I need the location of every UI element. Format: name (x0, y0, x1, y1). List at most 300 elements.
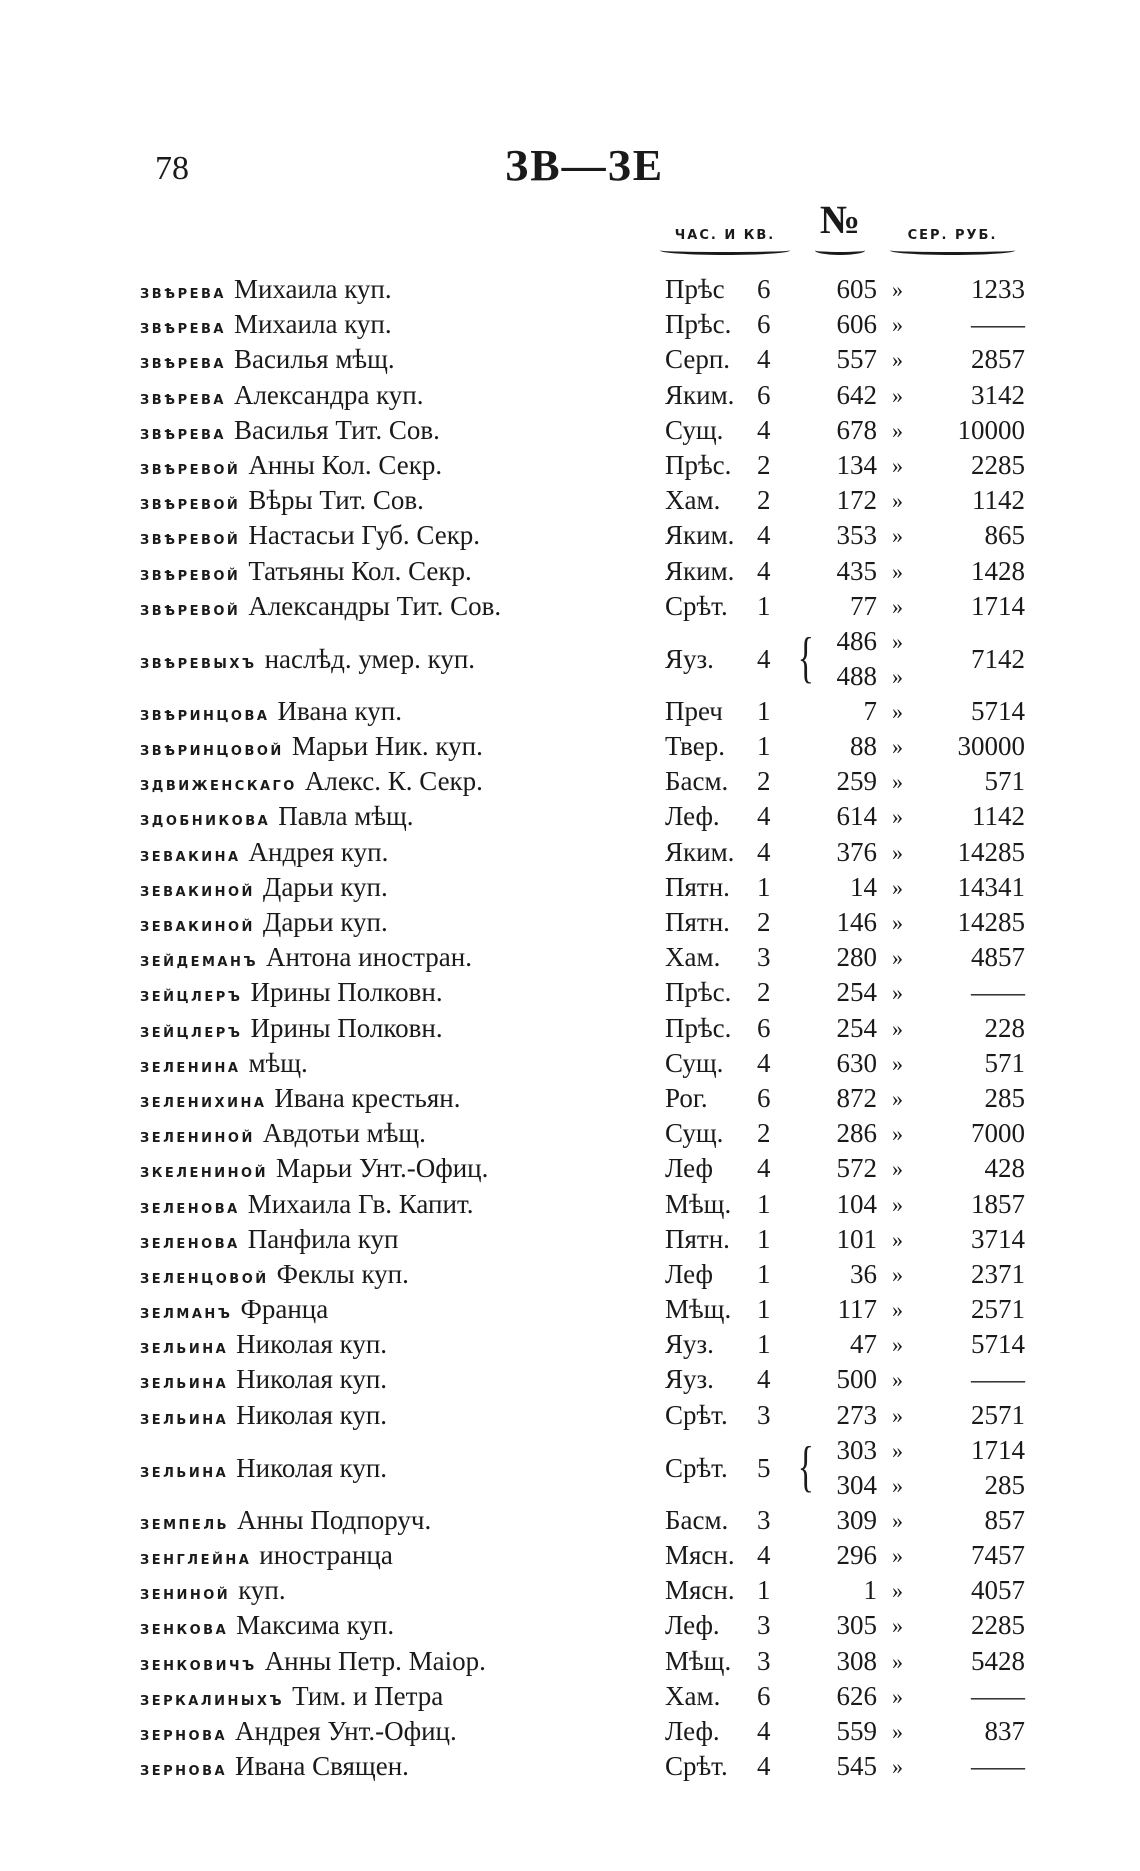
entry-name (140, 799, 414, 837)
entry-surname: здобникова (140, 808, 271, 831)
entry-name (140, 378, 424, 416)
entry-row (140, 378, 1025, 413)
grouping-brace: { (797, 1435, 814, 1498)
entry-ditto-mark: » (892, 1402, 903, 1428)
entry-row (140, 1398, 1025, 1433)
entry-details: Андрея Унт.-Офиц. (235, 1715, 457, 1746)
entry-ditto-mark: » (892, 488, 903, 514)
entry-value-rubles: 428 (984, 1153, 1025, 1184)
entry-details: Максима куп. (236, 1610, 395, 1641)
entry-quarter: 4 (757, 344, 771, 375)
entry-name (140, 694, 402, 732)
entry-value-rubles: 2857 (971, 344, 1025, 375)
entry-part-name: Рог. (665, 1082, 708, 1113)
entry-house-number: 254 (836, 1012, 877, 1043)
entry-part (665, 1679, 790, 1714)
entry-quarter: 2 (757, 907, 771, 937)
entry-quarter: 1 (757, 1258, 771, 1289)
entry-details: Франца (240, 1294, 329, 1325)
entry-row (140, 870, 1025, 905)
entry-details: Ивана крестьян. (274, 1082, 461, 1113)
entry-details: Вѣры Тит. Сов. (248, 485, 424, 516)
entry-house-number: 605 (836, 274, 877, 304)
entry-name (140, 870, 388, 908)
entry-ditto-mark: » (892, 1507, 903, 1533)
entry-part (665, 1362, 790, 1397)
entry-part (665, 413, 790, 448)
entry-surname: зельина (140, 1336, 229, 1359)
entry-part-name: Яуз. (665, 1329, 714, 1360)
entry-house-number: 14 (850, 871, 877, 902)
entry-house-number: 626 (836, 1680, 877, 1711)
entry-row (140, 835, 1025, 870)
entry-row (140, 1538, 1025, 1573)
entry-house-number: 376 (836, 836, 877, 867)
entry-row (140, 1433, 1025, 1503)
entry-quarter: 5 (757, 1452, 771, 1483)
entry-name (140, 272, 392, 310)
entry-ditto-mark: » (892, 874, 903, 900)
entry-part-name: Серп. (665, 344, 731, 375)
entry-row (140, 1714, 1025, 1749)
entry-part-name: Мѣщ. (665, 1294, 732, 1325)
entry-part (665, 1538, 790, 1573)
column-header-rubles-label: СЕР. РУБ. (907, 228, 998, 243)
entry-surname: звѣревой (140, 597, 241, 620)
entry-part (665, 1116, 790, 1151)
entry-row (140, 307, 1025, 342)
entry-value-rubles: —— (971, 977, 1025, 1008)
entry-value-rubles: 2371 (971, 1258, 1025, 1289)
entry-row (140, 1151, 1025, 1186)
entry-house-number: 286 (836, 1118, 877, 1149)
entry-quarter: 1 (757, 1223, 771, 1254)
entry-details: Марьи Ник. куп. (291, 731, 483, 762)
entry-part (665, 940, 790, 975)
entry-part-name: Мѣщ. (665, 1645, 732, 1676)
entry-name (140, 307, 392, 345)
entry-ditto-mark: » (892, 839, 903, 865)
entry-part (665, 589, 790, 624)
entry-part (665, 1187, 790, 1222)
entry-quarter: 4 (757, 1153, 771, 1184)
entry-ditto-mark: » (892, 1754, 903, 1780)
entry-quarter: 1 (757, 590, 771, 621)
entry-quarter: 1 (757, 1188, 771, 1219)
entry-details: Ивана Священ. (235, 1751, 409, 1782)
entry-ditto-mark: » (892, 1121, 903, 1147)
entry-value-rubles: 14285 (957, 836, 1025, 867)
entry-part (665, 1151, 790, 1186)
entry-details: Настасьи Губ. Секр. (248, 520, 481, 551)
entry-part (665, 1573, 790, 1608)
entry-part (665, 1714, 790, 1749)
entry-details: наслѣд. умер. куп. (264, 643, 476, 674)
entry-house-number: 606 (836, 309, 877, 340)
entry-list (140, 272, 1025, 1784)
entry-surname: зевакина (140, 843, 241, 866)
entry-details: Дарьи куп. (262, 907, 388, 937)
entry-details: Алекс. К. Секр. (304, 766, 483, 797)
entry-surname: звѣревой (140, 456, 241, 479)
entry-quarter: 6 (757, 1012, 771, 1043)
column-brace (890, 246, 1015, 255)
entry-house-number: 309 (836, 1504, 877, 1535)
entry-quarter: 6 (757, 274, 771, 304)
entry-part (665, 1222, 790, 1257)
entry-ditto-mark: » (892, 804, 903, 830)
entry-value-rubles: —— (971, 1751, 1025, 1782)
entry-part-name: Прѣс (665, 274, 725, 304)
entry-ditto-mark: » (892, 1718, 903, 1744)
entry-name (140, 1011, 443, 1049)
entry-house-number: 486 (836, 625, 877, 656)
entry-details: Андрея куп. (248, 836, 389, 867)
entry-row (140, 483, 1025, 518)
entry-ditto-mark: » (892, 1648, 903, 1674)
entry-quarter: 1 (757, 1329, 771, 1360)
entry-house-number: 146 (836, 907, 877, 937)
entry-value-rubles: 2285 (971, 1610, 1025, 1641)
entry-house-number: 280 (836, 942, 877, 973)
entry-value-rubles: 285 (984, 1469, 1025, 1500)
entry-part (665, 1292, 790, 1327)
entry-row (140, 1327, 1025, 1362)
entry-row (140, 1292, 1025, 1327)
entry-house-number: 488 (836, 660, 877, 691)
entry-house-number: 296 (836, 1540, 877, 1570)
entry-ditto-mark: » (892, 945, 903, 971)
entry-row (140, 413, 1025, 448)
entry-quarter: 2 (757, 766, 771, 797)
column-header-part (660, 228, 790, 255)
entry-part (665, 694, 790, 729)
entry-house-number: 614 (836, 801, 877, 832)
entry-ditto-mark: » (892, 1226, 903, 1252)
entry-house-number: 88 (850, 731, 877, 762)
entry-part (665, 1433, 790, 1503)
entry-row (140, 624, 1025, 694)
entry-surname: зейцлеръ (140, 1019, 243, 1042)
entry-part-name: Твер. (665, 731, 725, 762)
entry-quarter: 1 (757, 1294, 771, 1325)
entry-name (140, 1714, 457, 1752)
entry-name (140, 413, 440, 451)
entry-surname: зевакиной (140, 914, 255, 936)
entry-name (140, 1433, 387, 1506)
entry-part-name: Прѣс. (665, 449, 732, 480)
entry-quarter: 4 (757, 836, 771, 867)
entry-surname: зеркалиныхъ (140, 1687, 285, 1710)
entry-details: Василья Тит. Сов. (233, 414, 440, 445)
entry-ditto-mark: » (892, 523, 903, 549)
entry-part-name: Прѣс. (665, 309, 732, 340)
entry-part (665, 1011, 790, 1046)
entry-house-number: 134 (836, 449, 877, 480)
entry-ditto-mark: » (892, 1085, 903, 1111)
entry-value-rubles: 3142 (971, 379, 1025, 410)
entry-name (140, 1608, 394, 1646)
entry-value-rubles: 837 (984, 1715, 1025, 1746)
entry-value-rubles: 10000 (957, 414, 1025, 445)
entry-part-name: Басм. (665, 766, 729, 797)
entry-quarter: 4 (757, 643, 771, 674)
entry-quarter: 6 (757, 1082, 771, 1113)
entry-quarter: 4 (757, 801, 771, 832)
entry-row (140, 1362, 1025, 1397)
entry-ditto-mark: » (892, 1297, 903, 1323)
entry-name (140, 448, 442, 486)
entry-house-number: 557 (836, 344, 877, 375)
entry-value-rubles: 4057 (971, 1575, 1025, 1606)
entry-name (140, 1503, 431, 1541)
entry-quarter: 2 (757, 449, 771, 480)
entry-house-number: 7 (863, 695, 877, 726)
entry-name (140, 342, 395, 380)
entry-quarter: 2 (757, 485, 771, 516)
entry-house-number: 572 (836, 1153, 877, 1184)
entry-value-rubles: 14285 (957, 907, 1025, 937)
entry-house-number: 872 (836, 1082, 877, 1113)
entry-details: Ивана куп. (277, 695, 402, 726)
entry-row (140, 905, 1025, 940)
entry-part (665, 729, 790, 764)
page-heading: ЗВ—ЗЕ (505, 141, 665, 190)
entry-part (665, 1327, 790, 1362)
entry-ditto-mark: » (892, 1367, 903, 1393)
entry-value-rubles: 5714 (971, 695, 1025, 726)
entry-row (140, 1608, 1025, 1643)
entry-house-number: 77 (850, 590, 877, 621)
entry-quarter: 4 (757, 1047, 771, 1078)
entry-ditto-mark: » (892, 1613, 903, 1639)
entry-row (140, 554, 1025, 589)
entry-part-name: Сущ. (665, 1047, 724, 1078)
entry-house-number: 500 (836, 1364, 877, 1395)
entry-part-name: Яуз. (665, 1364, 714, 1395)
entry-house-number: 630 (836, 1047, 877, 1078)
entry-part (665, 799, 790, 834)
entry-row (140, 1749, 1025, 1784)
entry-ditto-mark: » (892, 1578, 903, 1604)
entry-house-number: 308 (836, 1645, 877, 1676)
entry-quarter: 4 (757, 1540, 771, 1570)
entry-name (140, 764, 483, 802)
entry-part (665, 764, 790, 799)
entry-name (140, 1151, 488, 1189)
entry-quarter: 6 (757, 1680, 771, 1711)
entry-surname: звѣревой (140, 527, 241, 550)
entry-name (140, 554, 472, 592)
entry-surname: зеленова (140, 1230, 240, 1253)
entry-ditto-mark: » (892, 1015, 903, 1041)
entry-part-name: Хам. (665, 1680, 721, 1711)
entry-surname: звѣрева (140, 351, 226, 374)
entry-value-rubles: 571 (984, 1047, 1025, 1078)
entry-value-rubles: 5714 (971, 1329, 1025, 1360)
entry-house-number: 678 (836, 414, 877, 445)
entry-part-name: Преч (665, 695, 723, 726)
entry-row (140, 342, 1025, 377)
column-header-part-label: ЧАС. И КВ. (674, 228, 776, 243)
entry-part-name: Басм. (665, 1504, 729, 1535)
entry-row (140, 694, 1025, 729)
entry-part-name: Прѣс. (665, 1012, 732, 1043)
entry-ditto-mark: » (892, 769, 903, 795)
entry-quarter: 3 (757, 1645, 771, 1676)
entry-value-rubles: 857 (984, 1504, 1025, 1535)
entry-quarter: 3 (757, 1504, 771, 1535)
entry-name (140, 1398, 387, 1436)
entry-ditto-mark: » (892, 1472, 903, 1498)
entry-surname: зеленихина (140, 1089, 267, 1112)
entry-quarter: 3 (757, 1610, 771, 1641)
entry-part-name: Пятн. (665, 1223, 730, 1254)
entry-details: куп. (238, 1575, 286, 1606)
column-header-rubles (890, 228, 1015, 255)
entry-surname: зеленина (140, 1054, 241, 1077)
entry-ditto-mark: » (892, 1683, 903, 1709)
entry-quarter: 3 (757, 1399, 771, 1430)
entry-surname: зкелениной (140, 1160, 268, 1183)
entry-ditto-mark: » (892, 1191, 903, 1217)
entry-quarter: 1 (757, 871, 771, 902)
entry-ditto-mark: » (892, 1050, 903, 1076)
entry-name (140, 1081, 460, 1119)
entry-ditto-mark: » (892, 980, 903, 1006)
entry-house-number: 36 (850, 1258, 877, 1289)
entry-house-number: 305 (836, 1610, 877, 1641)
entry-quarter: 1 (757, 695, 771, 726)
entry-name (140, 1644, 486, 1682)
entry-house-number: 101 (836, 1223, 877, 1254)
entry-ditto-mark: » (892, 1261, 903, 1287)
entry-quarter: 1 (757, 1575, 771, 1606)
entry-details: Анны Кол. Секр. (248, 449, 443, 480)
entry-surname: звѣревой (140, 562, 241, 585)
entry-name (140, 589, 501, 627)
entry-value-rubles: 3714 (971, 1223, 1025, 1254)
entry-part-name: Мясн. (665, 1575, 735, 1606)
entry-value-rubles: —— (971, 309, 1025, 340)
entry-part (665, 342, 790, 377)
entry-value-rubles: 30000 (957, 731, 1025, 762)
entry-row (140, 1644, 1025, 1679)
grouping-brace: { (797, 626, 814, 689)
entry-quarter: 2 (757, 977, 771, 1008)
entry-name (140, 1292, 328, 1330)
column-header-number-label: № (819, 197, 861, 242)
entry-surname: здвиженскаго (140, 773, 297, 796)
entry-name (140, 1257, 409, 1295)
entry-row (140, 1573, 1025, 1608)
entry-part-name: Сущ. (665, 414, 724, 445)
entry-details: Павла мѣщ. (278, 801, 414, 832)
entry-details: Ирины Полковн. (250, 1012, 443, 1043)
entry-ditto-mark: » (892, 910, 903, 935)
entry-value-rubles: 571 (984, 766, 1025, 797)
entry-quarter: 2 (757, 1118, 771, 1149)
entry-quarter: 6 (757, 309, 771, 340)
entry-value-rubles: 1714 (971, 1434, 1025, 1465)
entry-house-number: 304 (836, 1469, 877, 1500)
entry-value-rubles: 1857 (971, 1188, 1025, 1219)
entry-part (665, 905, 790, 940)
entry-value-rubles: 1142 (972, 485, 1025, 516)
entry-details: Ирины Полковн. (250, 977, 443, 1008)
entry-part-name: Мясн. (665, 1540, 735, 1570)
entry-name (140, 940, 472, 978)
entry-part (665, 448, 790, 483)
entry-part-name: Хам. (665, 942, 721, 973)
entry-row (140, 1679, 1025, 1714)
entry-ditto-mark: » (892, 452, 903, 478)
entry-part-name: Леф (665, 1258, 713, 1289)
entry-ditto-mark: » (892, 628, 903, 654)
entry-quarter: 4 (757, 555, 771, 586)
entry-part (665, 378, 790, 413)
entry-name (140, 975, 443, 1013)
entry-details: мѣщ. (248, 1047, 308, 1078)
entry-details: Татьяны Кол. Секр. (248, 555, 472, 586)
entry-ditto-mark: » (892, 593, 903, 619)
entry-row (140, 1503, 1025, 1538)
entry-name (140, 483, 424, 521)
entry-value-rubles: 14341 (957, 871, 1025, 902)
entry-value-rubles: 1142 (972, 801, 1025, 832)
entry-ditto-mark: » (892, 734, 903, 760)
entry-details: Феклы куп. (276, 1258, 409, 1289)
entry-part-name: Пятн. (665, 871, 730, 902)
entry-surname: звѣрева (140, 316, 226, 339)
entry-part (665, 975, 790, 1010)
entry-house-number: 172 (836, 485, 877, 516)
entry-house-number: 353 (836, 520, 877, 551)
entry-details: Василья мѣщ. (233, 344, 395, 375)
entry-surname: звѣринцовой (140, 738, 284, 761)
entry-name (140, 1187, 473, 1225)
entry-part-name: Яуз. (665, 643, 714, 674)
entry-quarter: 3 (757, 942, 771, 973)
entry-part (665, 1257, 790, 1292)
entry-part-name: Леф. (665, 801, 720, 832)
entry-ditto-mark: » (892, 312, 903, 338)
entry-details: Марьи Унт.-Офиц. (276, 1153, 489, 1184)
entry-name (140, 729, 483, 767)
entry-row (140, 1222, 1025, 1257)
entry-value-rubles: —— (971, 1364, 1025, 1395)
entry-value-rubles: 865 (984, 520, 1025, 551)
entry-surname: звѣревыхъ (140, 650, 257, 673)
entry-quarter: 4 (757, 520, 771, 551)
entry-part-name: Яким. (665, 520, 735, 551)
entry-surname: зениной (140, 1582, 231, 1605)
entry-ditto-mark: » (892, 382, 903, 408)
entry-part-name: Яким. (665, 379, 735, 410)
entry-house-number: 303 (836, 1434, 877, 1465)
entry-part-name: Срѣт. (665, 590, 728, 621)
entry-row (140, 1187, 1025, 1222)
entry-surname: звѣрева (140, 421, 226, 444)
entry-quarter: 4 (757, 1364, 771, 1395)
entry-surname: зелманъ (140, 1301, 233, 1324)
entry-surname: звѣрева (140, 281, 226, 303)
entry-part (665, 483, 790, 518)
entry-part (665, 518, 790, 553)
entry-name (140, 1679, 443, 1717)
entry-surname: зейцлеръ (140, 984, 243, 1007)
entry-details: Дарьи куп. (262, 871, 388, 902)
